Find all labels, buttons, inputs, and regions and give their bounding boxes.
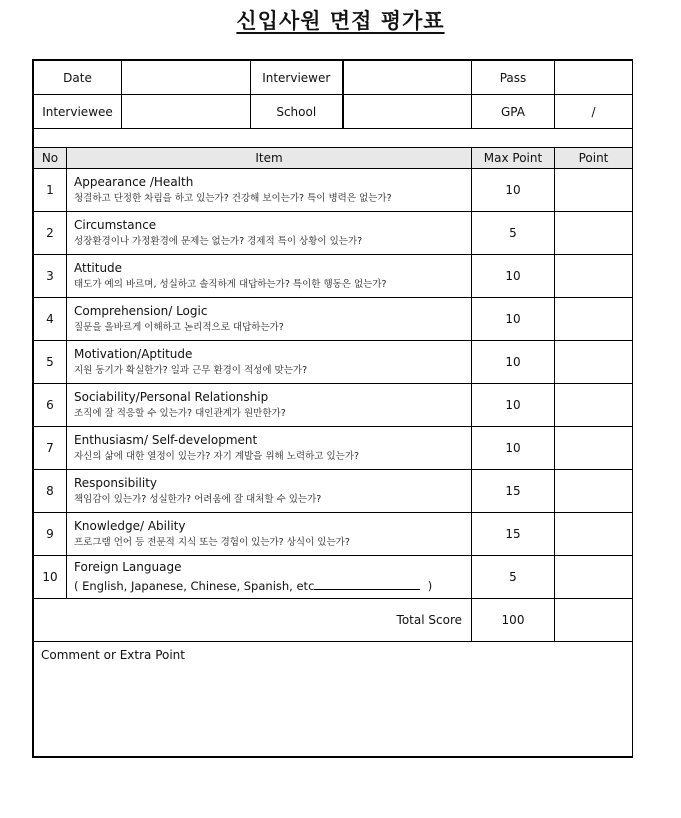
item-title: Knowledge/ Ability — [74, 518, 186, 533]
item-title: Attitude — [74, 260, 123, 275]
table-row — [34, 513, 633, 556]
school-label: School — [251, 95, 343, 129]
item-no: 10 — [34, 556, 67, 599]
item-point-field[interactable] — [555, 384, 633, 427]
total-row — [34, 599, 633, 642]
item-cell — [67, 341, 472, 384]
item-no: 3 — [34, 255, 67, 298]
item-max: 10 — [472, 427, 555, 470]
item-cell — [67, 556, 472, 599]
header-row-2 — [34, 95, 633, 129]
item-cell — [67, 427, 472, 470]
item-desc: 조직에 잘 적응할 수 있는가? 대인관계가 원만한가? — [74, 407, 286, 419]
item-max: 15 — [472, 513, 555, 556]
table-row — [34, 384, 633, 427]
item-title: Enthusiasm/ Self-development — [74, 432, 258, 447]
foreign-other-field[interactable] — [314, 579, 420, 590]
item-max: 10 — [472, 255, 555, 298]
table-row — [34, 169, 633, 212]
interviewee-field[interactable] — [122, 95, 251, 129]
total-point-field[interactable] — [555, 599, 633, 642]
item-point-field[interactable] — [555, 470, 633, 513]
pass-field[interactable] — [555, 61, 633, 95]
item-max: 5 — [472, 556, 555, 599]
item-point-field[interactable] — [555, 556, 633, 599]
item-no: 7 — [34, 427, 67, 470]
col-point: Point — [555, 148, 633, 169]
item-max: 10 — [472, 169, 555, 212]
item-title: Comprehension/ Logic — [74, 303, 208, 318]
item-desc: 성장환경이나 가정환경에 문제는 없는가? 경제적 특이 상황이 있는가? — [74, 235, 363, 247]
item-desc: 자신의 삶에 대한 열정이 있는가? 자기 계발을 위해 노력하고 있는가? — [74, 450, 360, 462]
item-point-field[interactable] — [555, 212, 633, 255]
gpa-field[interactable]: / — [555, 95, 633, 129]
interviewer-field[interactable] — [343, 61, 472, 95]
item-title: Foreign Language — [74, 560, 182, 574]
item-point-field[interactable] — [555, 255, 633, 298]
item-cell — [67, 384, 472, 427]
item-point-field[interactable] — [555, 298, 633, 341]
evaluation-form — [32, 59, 633, 758]
spacer-row — [34, 129, 633, 148]
item-no: 6 — [34, 384, 67, 427]
school-field[interactable] — [343, 95, 472, 129]
item-point-field[interactable] — [555, 169, 633, 212]
item-title: Responsibility — [74, 475, 158, 490]
item-point-field[interactable] — [555, 341, 633, 384]
item-no: 9 — [34, 513, 67, 556]
interviewer-label: Interviewer — [251, 61, 343, 95]
item-desc: 책임감이 있는가? 성실한가? 어려움에 잘 대처할 수 있는가? — [74, 493, 322, 505]
date-field[interactable] — [122, 61, 251, 95]
item-title: Sociability/Personal Relationship — [74, 389, 269, 404]
item-no: 4 — [34, 298, 67, 341]
date-label: Date — [34, 61, 122, 95]
item-max: 10 — [472, 384, 555, 427]
page-title: 신입사원 면접 평가표 — [236, 9, 445, 33]
comment-row — [34, 642, 633, 757]
item-title: Circumstance — [74, 217, 157, 232]
item-cell — [67, 298, 472, 341]
pass-label: Pass — [472, 61, 555, 95]
item-desc: 지원 동기가 확실한가? 일과 근무 환경이 적성에 맞는가? — [74, 364, 308, 376]
item-cell — [67, 255, 472, 298]
item-cell — [67, 169, 472, 212]
foreign-language-options — [74, 579, 471, 593]
table-row — [34, 212, 633, 255]
item-desc: 프로그램 언어 등 전문적 지식 또는 경험이 있는가? 상식이 있는가? — [74, 536, 350, 548]
item-title: Appearance /Health — [74, 174, 194, 189]
gpa-label: GPA — [472, 95, 555, 129]
item-cell — [67, 470, 472, 513]
col-item: Item — [67, 148, 472, 169]
item-desc: 청결하고 단정한 차림을 하고 있는가? 건강해 보이는가? 특이 병력은 없는가? — [74, 192, 392, 204]
table-row — [34, 341, 633, 384]
item-desc: 질문을 올바르게 이해하고 논리적으로 대답하는가? — [74, 321, 284, 333]
comment-field[interactable] — [34, 642, 633, 757]
item-title: Motivation/Aptitude — [74, 346, 193, 361]
item-cell — [67, 212, 472, 255]
foreign-options-close: ) — [427, 579, 433, 593]
total-label: Total Score — [34, 599, 472, 642]
item-no: 5 — [34, 341, 67, 384]
item-no: 2 — [34, 212, 67, 255]
table-row-foreign-language — [34, 556, 633, 599]
col-no: No — [34, 148, 67, 169]
table-row — [34, 427, 633, 470]
item-point-field[interactable] — [555, 427, 633, 470]
item-desc: 태도가 예의 바르며, 성실하고 솔직하게 대답하는가? 특이한 행동은 없는가? — [74, 278, 387, 290]
item-point-field[interactable] — [555, 513, 633, 556]
total-max: 100 — [472, 599, 555, 642]
item-max: 15 — [472, 470, 555, 513]
table-row — [34, 470, 633, 513]
interviewee-label: Interviewee — [34, 95, 122, 129]
table-row — [34, 255, 633, 298]
column-header-row — [34, 148, 633, 169]
item-max: 5 — [472, 212, 555, 255]
item-max: 10 — [472, 341, 555, 384]
col-max-point: Max Point — [472, 148, 555, 169]
item-no: 1 — [34, 169, 67, 212]
foreign-options-text: ( English, Japanese, Chinese, Spanish, etc — [74, 579, 315, 593]
item-max: 10 — [472, 298, 555, 341]
header-row-1 — [34, 61, 633, 95]
item-no: 8 — [34, 470, 67, 513]
comment-label: Comment or Extra Point — [41, 648, 185, 662]
table-row — [34, 298, 633, 341]
item-cell — [67, 513, 472, 556]
